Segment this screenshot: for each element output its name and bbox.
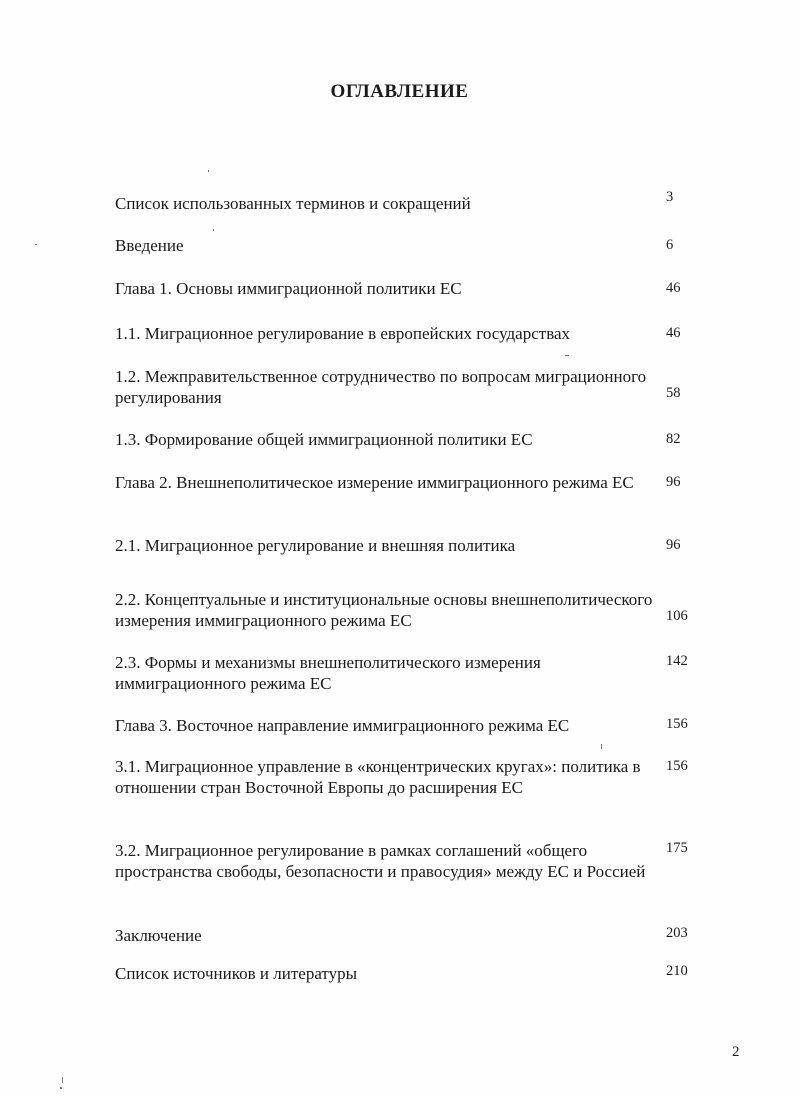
toc-entry-text: 1.1. Миграционное регулирование в европейских государствах	[115, 324, 571, 343]
toc-entry-text: Глава 1. Основы иммиграционной политики ЕС	[115, 279, 462, 298]
toc-entry-text: 2.1. Миграционное регулирование и внешняя политика	[115, 536, 516, 555]
toc-entry-text: Заключение	[115, 926, 202, 945]
toc-entry-page: 142	[666, 653, 688, 669]
toc-entry-page: 6	[666, 237, 674, 253]
scan-speck	[208, 170, 209, 172]
toc-entry-page: 96	[666, 537, 681, 553]
toc-entry-text: 1.2. Межправительственное сотрудничество по вопросам миграционного регулирования	[115, 367, 647, 407]
scan-speck	[601, 744, 602, 749]
toc-entry-page: 106	[666, 608, 688, 624]
toc-entry-text: Глава 3. Восточное направление иммиграционного режима ЕС	[115, 716, 570, 735]
toc-entry-page: 175	[666, 840, 688, 856]
toc-entry-page: 46	[666, 280, 681, 296]
scan-speck	[35, 244, 37, 245]
scan-speck	[213, 229, 214, 231]
toc-entry-text: Глава 2. Внешнеполитическое измерение иммиграционного режима ЕС	[115, 473, 634, 492]
toc-entry-text: Список источников и литературы	[115, 964, 358, 983]
toc-entry-page: 82	[666, 431, 681, 447]
toc-entry-text: 2.2. Концептуальные и институциональные основы внешнеполитического измерения иммиграционного режима ЕС	[115, 590, 653, 630]
toc-entry-page: 46	[666, 325, 681, 341]
toc-entry-page: 96	[666, 474, 681, 490]
toc-entry-page: 210	[666, 963, 688, 979]
toc-entry-text: 2.3. Формы и механизмы внешнеполитического измерения иммиграционного режима ЕС	[115, 653, 541, 693]
toc-entry-page: 156	[666, 758, 688, 774]
toc-entry-text: 3.2. Миграционное регулирование в рамках соглашений «общего пространства свободы, безопасности и правосудия» между ЕС и Россией	[115, 841, 646, 881]
scan-speck	[60, 1087, 62, 1089]
scan-speck	[62, 1077, 63, 1083]
page-title: ОГЛАВЛЕНИЕ	[330, 81, 469, 102]
page-number: 2	[732, 1044, 740, 1060]
toc-entry-text: 1.3. Формирование общей иммиграционной политики ЕС	[115, 430, 533, 449]
toc-entry-page: 3	[666, 189, 674, 205]
toc-entry-page: 203	[666, 925, 688, 941]
toc-entry-page: 156	[666, 716, 688, 732]
toc-entry-text: 3.1. Миграционное управление в «концентрических кругах»: политика в отношении стран Восточной Европы до расширения ЕС	[115, 757, 641, 797]
toc-entry-page: 58	[666, 385, 681, 401]
toc-entry-text: Список использованных терминов и сокращений	[115, 194, 471, 213]
scan-speck	[565, 355, 569, 356]
toc-entry-text: Введение	[115, 236, 184, 255]
